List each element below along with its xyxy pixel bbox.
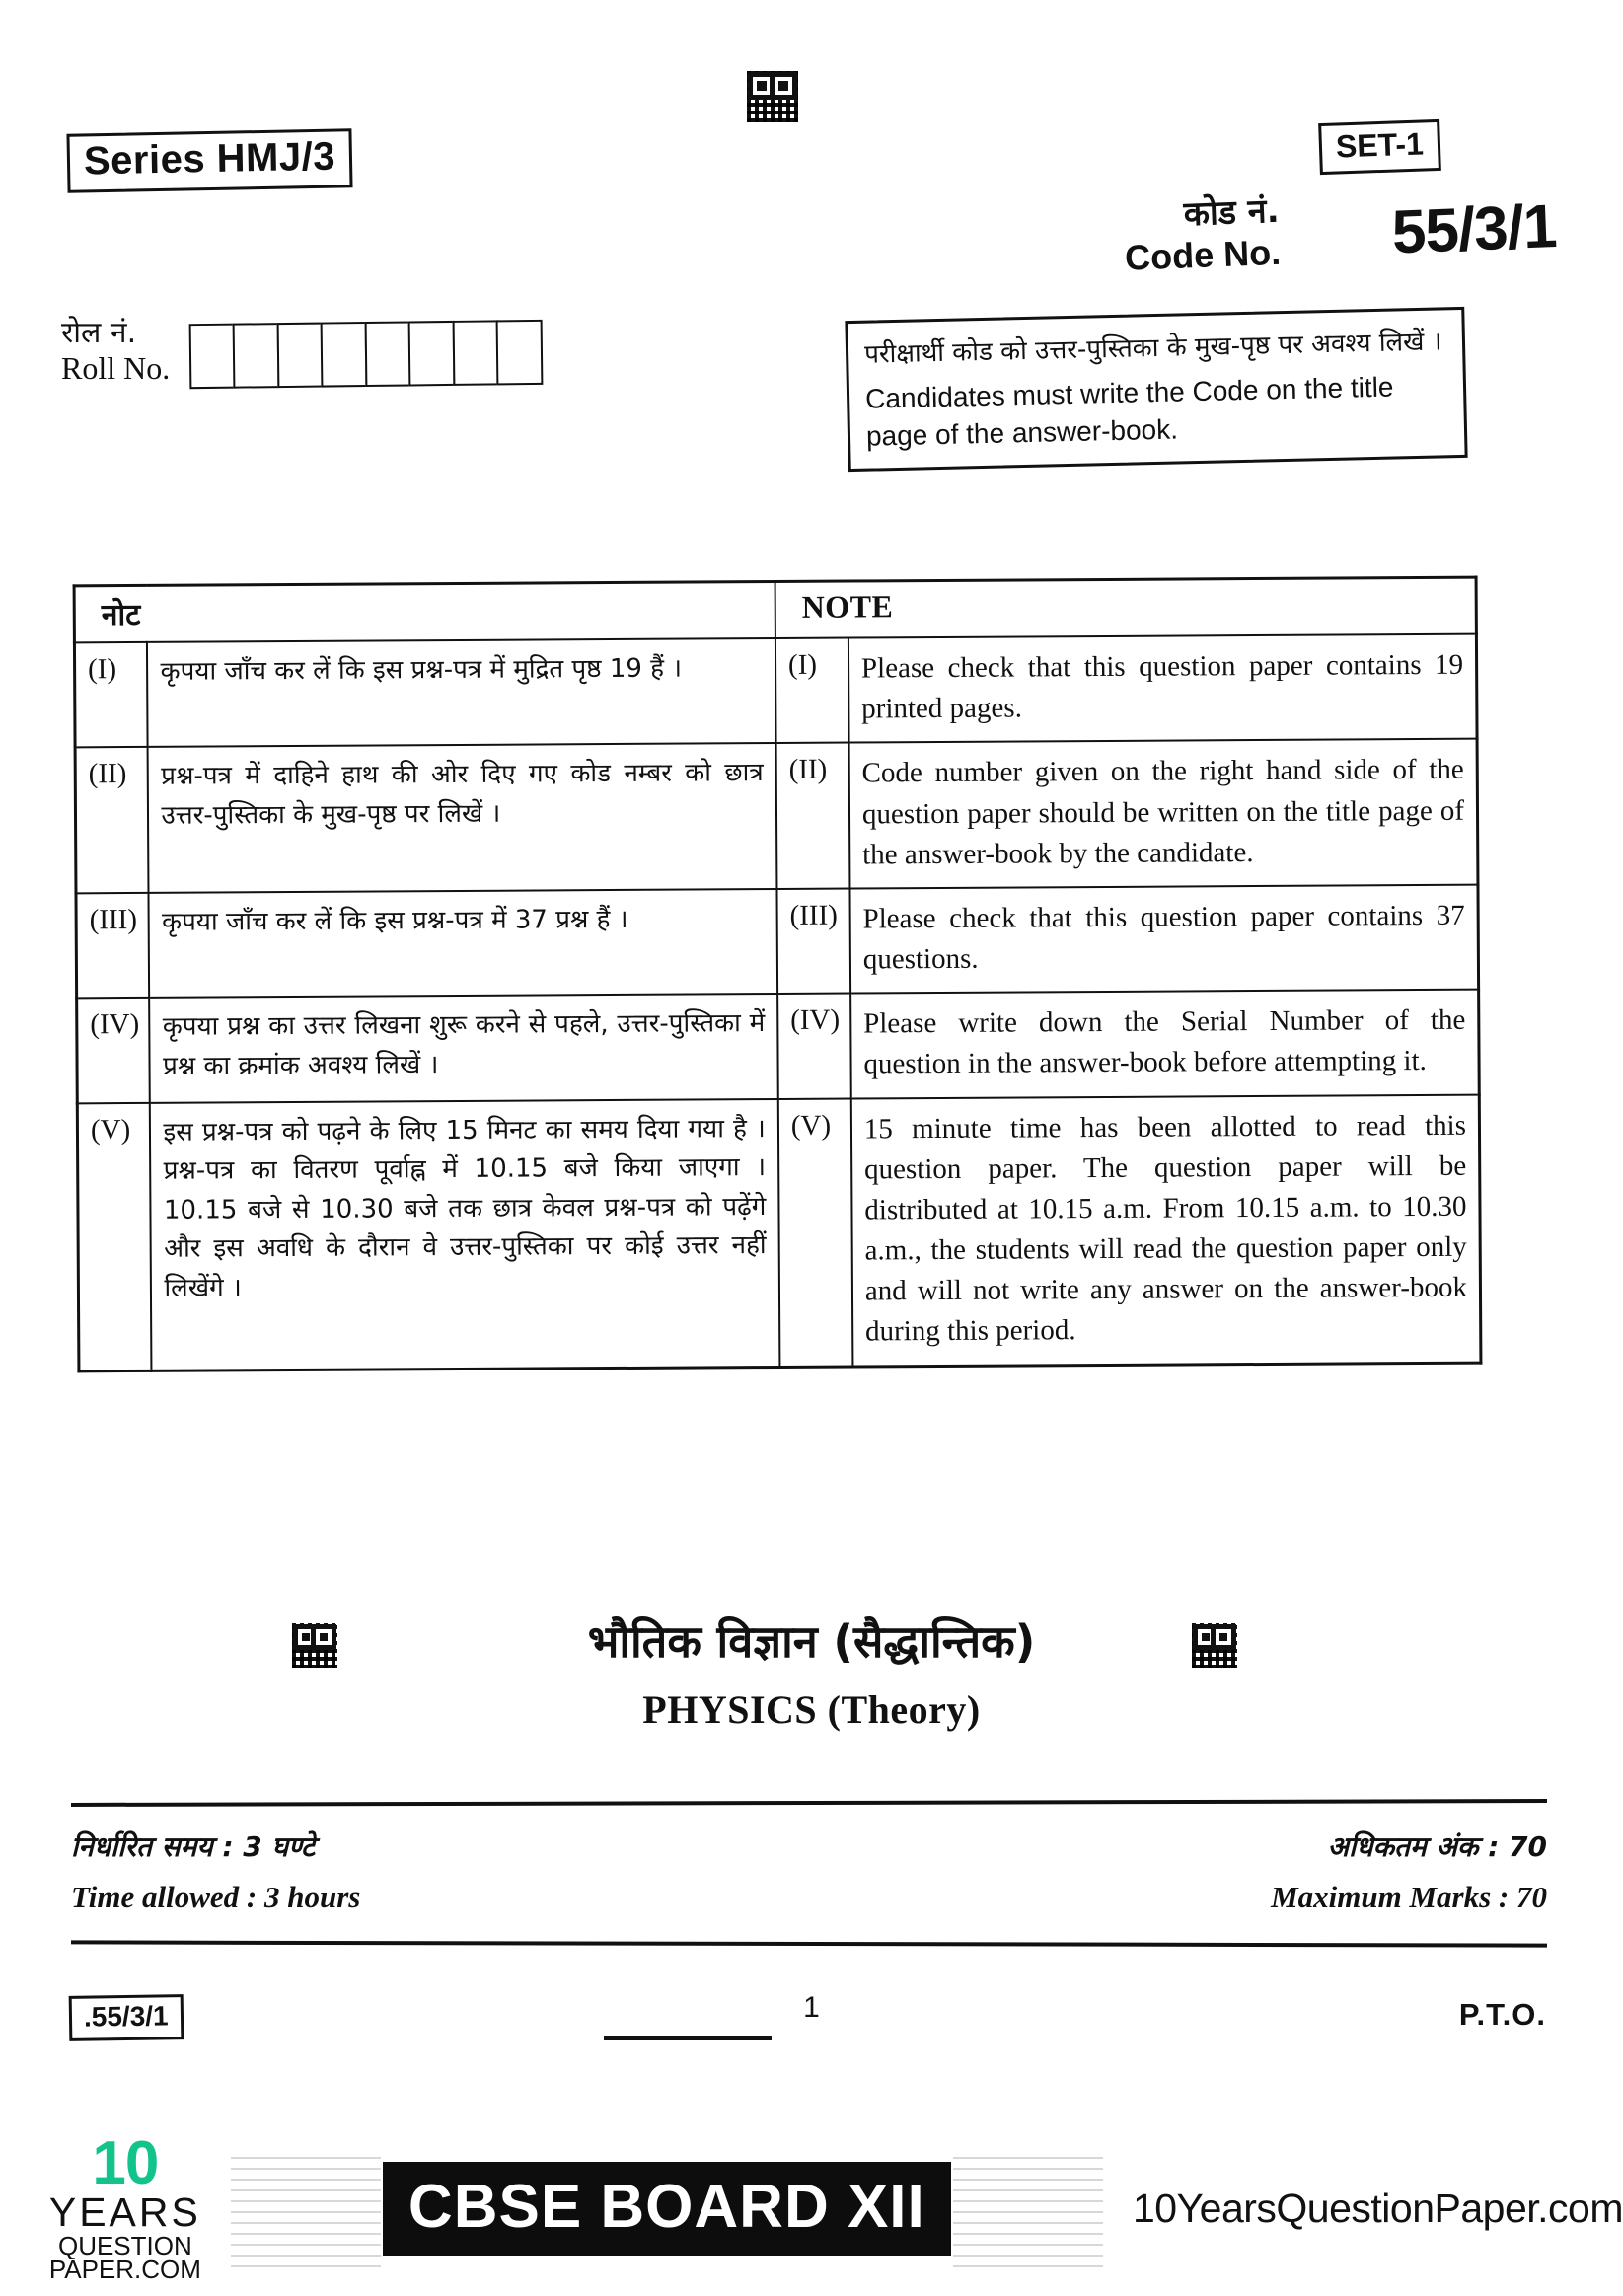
- roll-digit-cell[interactable]: [452, 320, 499, 386]
- table-row: [75, 739, 1478, 893]
- roll-digit-cell[interactable]: [188, 323, 236, 389]
- time-allowed-hindi: निर्धारित समय : 3 घण्टे: [71, 1830, 316, 1863]
- row-number-english: (III): [776, 888, 850, 994]
- code-number-block: [1123, 176, 1558, 279]
- cbse-board-badge: CBSE BOARD XII: [383, 2162, 951, 2256]
- footer-code-label: .55/3/1: [69, 1994, 184, 2041]
- table-row: [76, 885, 1479, 999]
- candidate-code-instruction-box: [845, 307, 1467, 472]
- stripe-decoration-right: [953, 2151, 1103, 2267]
- table-row: [77, 1094, 1481, 1370]
- row-text-english: Please write down the Serial Number of the question in the answer-book before attempting it.: [850, 990, 1479, 1098]
- row-number-hindi: (II): [75, 747, 149, 893]
- roll-label-english: Roll No.: [61, 350, 171, 387]
- roll-digit-cell[interactable]: [364, 321, 411, 387]
- note-header-english: NOTE: [801, 588, 894, 625]
- roll-digit-cell[interactable]: [276, 322, 324, 388]
- divider-top: [71, 1799, 1547, 1807]
- row-number-hindi: (IV): [77, 998, 151, 1103]
- code-label-english: Code No.: [1124, 231, 1282, 278]
- meta-row-english: [71, 1880, 1547, 1915]
- row-number-hindi: (V): [77, 1102, 152, 1370]
- roll-digit-cell[interactable]: [496, 319, 544, 385]
- row-number-english: (V): [778, 1098, 853, 1367]
- note-header-hindi-cell: [74, 582, 775, 643]
- roll-digit-cell[interactable]: [233, 323, 280, 389]
- qr-code-icon: [747, 71, 798, 122]
- table-header-row: [74, 577, 1476, 642]
- divider-bottom: [71, 1940, 1547, 1947]
- candidate-instruction-english: Candidates must write the Code on the title page of the answer-book.: [864, 371, 1394, 452]
- set-label: SET-1: [1318, 119, 1441, 175]
- row-text-hindi: कृपया जाँच कर लें कि इस प्रश्न-पत्र में मुद्रित पृष्ठ 19 हैं ।: [147, 638, 775, 747]
- maximum-marks-hindi: अधिकतम अंक : 70: [1327, 1830, 1547, 1863]
- row-text-hindi: इस प्रश्न-पत्र को पढ़ने के लिए 15 मिनट का समय दिया गया है । प्रश्न-पत्र का वितरण पूर्वाह्न में 10.15 बजे किया जाएगा । 10.15 बजे से 10.30 बजे तक छात्र केवल प्रश्न-पत्र को पढ़ेंगे और इस अवधि के दौरान वे उत्तर-पुस्तिका पर कोई उत्तर नहीं लिखेंगे ।: [150, 1099, 779, 1370]
- row-text-hindi: कृपया जाँच कर लें कि इस प्रश्न-पत्र में 37 प्रश्न हैं ।: [149, 889, 777, 998]
- row-number-english: (I): [775, 638, 849, 744]
- note-header-english-cell: [775, 577, 1476, 638]
- code-number-value: 55/3/1: [1390, 192, 1558, 267]
- roll-number-boxes[interactable]: [191, 319, 544, 388]
- page-number-underline: [604, 2036, 772, 2040]
- row-number-hindi: (I): [74, 642, 148, 748]
- row-number-english: (IV): [777, 994, 851, 1099]
- row-text-hindi: कृपया प्रश्न का उत्तर लिखना शुरू करने से पहले, उत्तर-पुस्तिका में प्रश्न का क्रमांक अवश्य लिखें ।: [150, 994, 778, 1102]
- stripe-decoration-left: [231, 2151, 381, 2267]
- roll-number-field: [61, 316, 543, 392]
- meta-row-hindi: [71, 1827, 1547, 1865]
- note-header-hindi: नोट: [101, 597, 141, 633]
- time-allowed-english: Time allowed : 3 hours: [71, 1880, 361, 1914]
- row-text-english: Code number given on the right hand side of the question paper should be written on the title page of the answer-book by the candidate.: [848, 739, 1478, 888]
- roll-number-labels: [61, 316, 170, 392]
- code-label-hindi: कोड नं.: [1183, 190, 1281, 235]
- roll-digit-cell[interactable]: [321, 322, 368, 388]
- series-label: Series HMJ/3: [66, 128, 352, 193]
- table-row: [77, 990, 1480, 1103]
- row-text-english: 15 minute time has been allotted to read this question paper. The question paper will be distributed at 10.15 a.m. From 10.15 a.m. to 10.30 a.m., the students will read the question paper only and will not write any answer on the answer-book during this period.: [851, 1094, 1481, 1366]
- pto-label: P.T.O.: [1458, 1997, 1546, 2032]
- note-instructions-table: [73, 576, 1483, 1372]
- row-text-english: Please check that this question paper contains 37 questions.: [849, 885, 1478, 994]
- logo-questionpaper-text: QUESTION PAPER.COM: [48, 2230, 201, 2285]
- row-number-hindi: (III): [76, 893, 150, 999]
- row-text-hindi: प्रश्न-पत्र में दाहिने हाथ की ओर दिए गए कोड नम्बर को छात्र उत्तर-पुस्तिका के मुख-पृष्ठ पर लिखें ।: [148, 743, 776, 892]
- row-number-english: (II): [775, 743, 849, 889]
- roll-digit-cell[interactable]: [408, 320, 456, 386]
- roll-label-hindi: रोल नं.: [61, 316, 137, 350]
- watermark-banner: [0, 2121, 1623, 2296]
- candidate-instruction-hindi: परीक्षार्थी कोड को उत्तर-पुस्तिका के मुख-पृष्ठ पर अवश्य लिखें ।: [863, 327, 1442, 370]
- maximum-marks-english: Maximum Marks : 70: [1271, 1880, 1547, 1914]
- row-text-english: Please check that this question paper contains 19 printed pages.: [848, 634, 1477, 743]
- logo-years-text: YEARS: [48, 2188, 201, 2235]
- table-row: [74, 634, 1477, 748]
- logo-ten-text: 10: [92, 2128, 159, 2197]
- subject-title-hindi: भौतिक विज्ञान (सैद्धान्तिक): [587, 1615, 1036, 1667]
- page-number: 1: [803, 1991, 820, 2024]
- site-logo: [0, 2128, 231, 2285]
- site-url-text: 10YearsQuestionPaper.com: [1132, 2185, 1623, 2231]
- subject-title-english: PHYSICS (Theory): [642, 1687, 981, 1732]
